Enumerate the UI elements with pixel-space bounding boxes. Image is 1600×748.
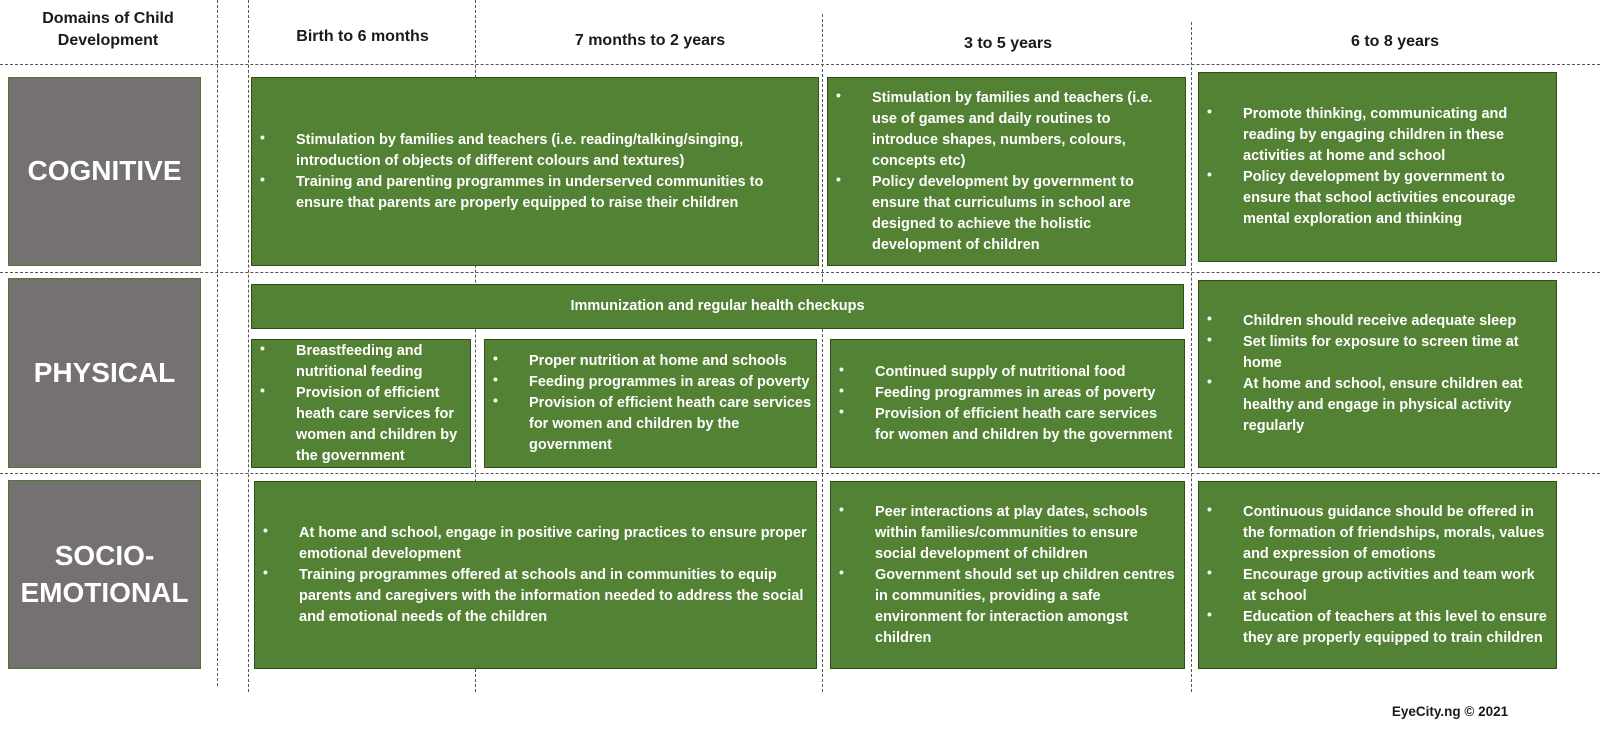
column-header-6-8y: 6 to 8 years: [1350, 33, 1440, 50]
row-divider-2: [0, 473, 1600, 474]
list-item: • Children should receive adequate sleep: [1229, 311, 1548, 332]
col-divider-4: [1191, 22, 1192, 692]
header-divider: [0, 64, 1600, 65]
copyright-credit: EyeCity.ng © 2021: [1391, 704, 1509, 719]
list-item: • Policy development by government to ensure that school activities encourage mental exploration and thinking: [1229, 167, 1548, 230]
physical-7m-2y-box: [484, 339, 817, 468]
cognitive-6-8-box: [1198, 72, 1557, 262]
banner-text: Immunization and regular health checkups: [570, 298, 865, 314]
physical-3-5-box: [830, 339, 1185, 468]
domain-socio-emotional: SOCIO-EMOTIONAL: [8, 480, 201, 669]
domains-header: Domains of Child Development: [42, 10, 174, 49]
list-item: • Proper nutrition at home and schools: [515, 351, 812, 372]
column-header-3-5y: 3 to 5 years: [963, 35, 1053, 52]
list-item: • Provision of efficient heath care services for women and children by the government: [861, 404, 1176, 446]
socio-6-8-box: [1198, 481, 1557, 669]
socio-birth-to-2-box: [254, 481, 817, 669]
list-item: • Promote thinking, communicating and reading by engaging children in these activities at home and school: [1229, 104, 1548, 167]
list-item: • Peer interactions at play dates, schools within families/communities to ensure social development of children: [861, 502, 1176, 565]
col-divider-3: [822, 14, 823, 692]
physical-6-8-box: [1198, 280, 1557, 468]
physical-immunization-banner: [251, 284, 1184, 329]
list-item: • Stimulation by families and teachers (i.e. reading/talking/singing, introduction of objects of different colours and textures): [282, 130, 810, 172]
list-item: • Feeding programmes in areas of poverty: [515, 372, 812, 393]
list-item: • Encourage group activities and team work at school: [1229, 565, 1548, 607]
physical-birth-6m-box: [251, 339, 471, 468]
list-item: • At home and school, ensure children eat healthy and engage in physical activity regularly: [1229, 374, 1548, 437]
list-item: • Education of teachers at this level to ensure they are properly equipped to train children: [1229, 607, 1548, 649]
list-item: • Policy development by government to ensure that curriculums in school are designed to achieve the holistic development of children: [858, 172, 1177, 256]
list-item: • Feeding programmes in areas of poverty: [861, 383, 1176, 404]
list-item: • Breastfeeding and nutritional feeding: [282, 341, 466, 383]
col-divider-1: [248, 0, 249, 692]
domain-physical: PHYSICAL: [8, 278, 201, 468]
row-divider-1: [0, 272, 1600, 273]
list-item: • Provision of efficient heath care services for women and children by the government: [515, 393, 812, 456]
cognitive-3-5-box: [827, 77, 1186, 266]
cognitive-birth-to-2-box: [251, 77, 819, 266]
column-header-birth-6m: Birth to 6 months: [296, 28, 429, 45]
col-divider-0: [217, 0, 218, 686]
list-item: • At home and school, engage in positive caring practices to ensure proper emotional development: [285, 523, 808, 565]
list-item: • Training programmes offered at schools and in communities to equip parents and caregivers with the information needed to address the social and emotional needs of the children: [285, 565, 808, 628]
list-item: • Set limits for exposure to screen time at home: [1229, 332, 1548, 374]
list-item: • Continued supply of nutritional food: [861, 362, 1176, 383]
list-item: • Stimulation by families and teachers (i.e. use of games and daily routines to introduce shapes, numbers, colours, concepts etc): [858, 88, 1177, 172]
column-header-7m-2y: 7 months to 2 years: [574, 32, 726, 49]
list-item: • Provision of efficient heath care services for women and children by the government: [282, 383, 466, 467]
list-item: • Continuous guidance should be offered in the formation of friendships, morals, values and expression of emotions: [1229, 502, 1548, 565]
domain-cognitive: COGNITIVE: [8, 77, 201, 266]
socio-3-5-box: [830, 481, 1185, 669]
list-item: • Training and parenting programmes in underserved communities to ensure that parents are properly equipped to raise their children: [282, 172, 810, 214]
list-item: • Government should set up children centres in communities, providing a safe environment for interaction amongst children: [861, 565, 1176, 649]
